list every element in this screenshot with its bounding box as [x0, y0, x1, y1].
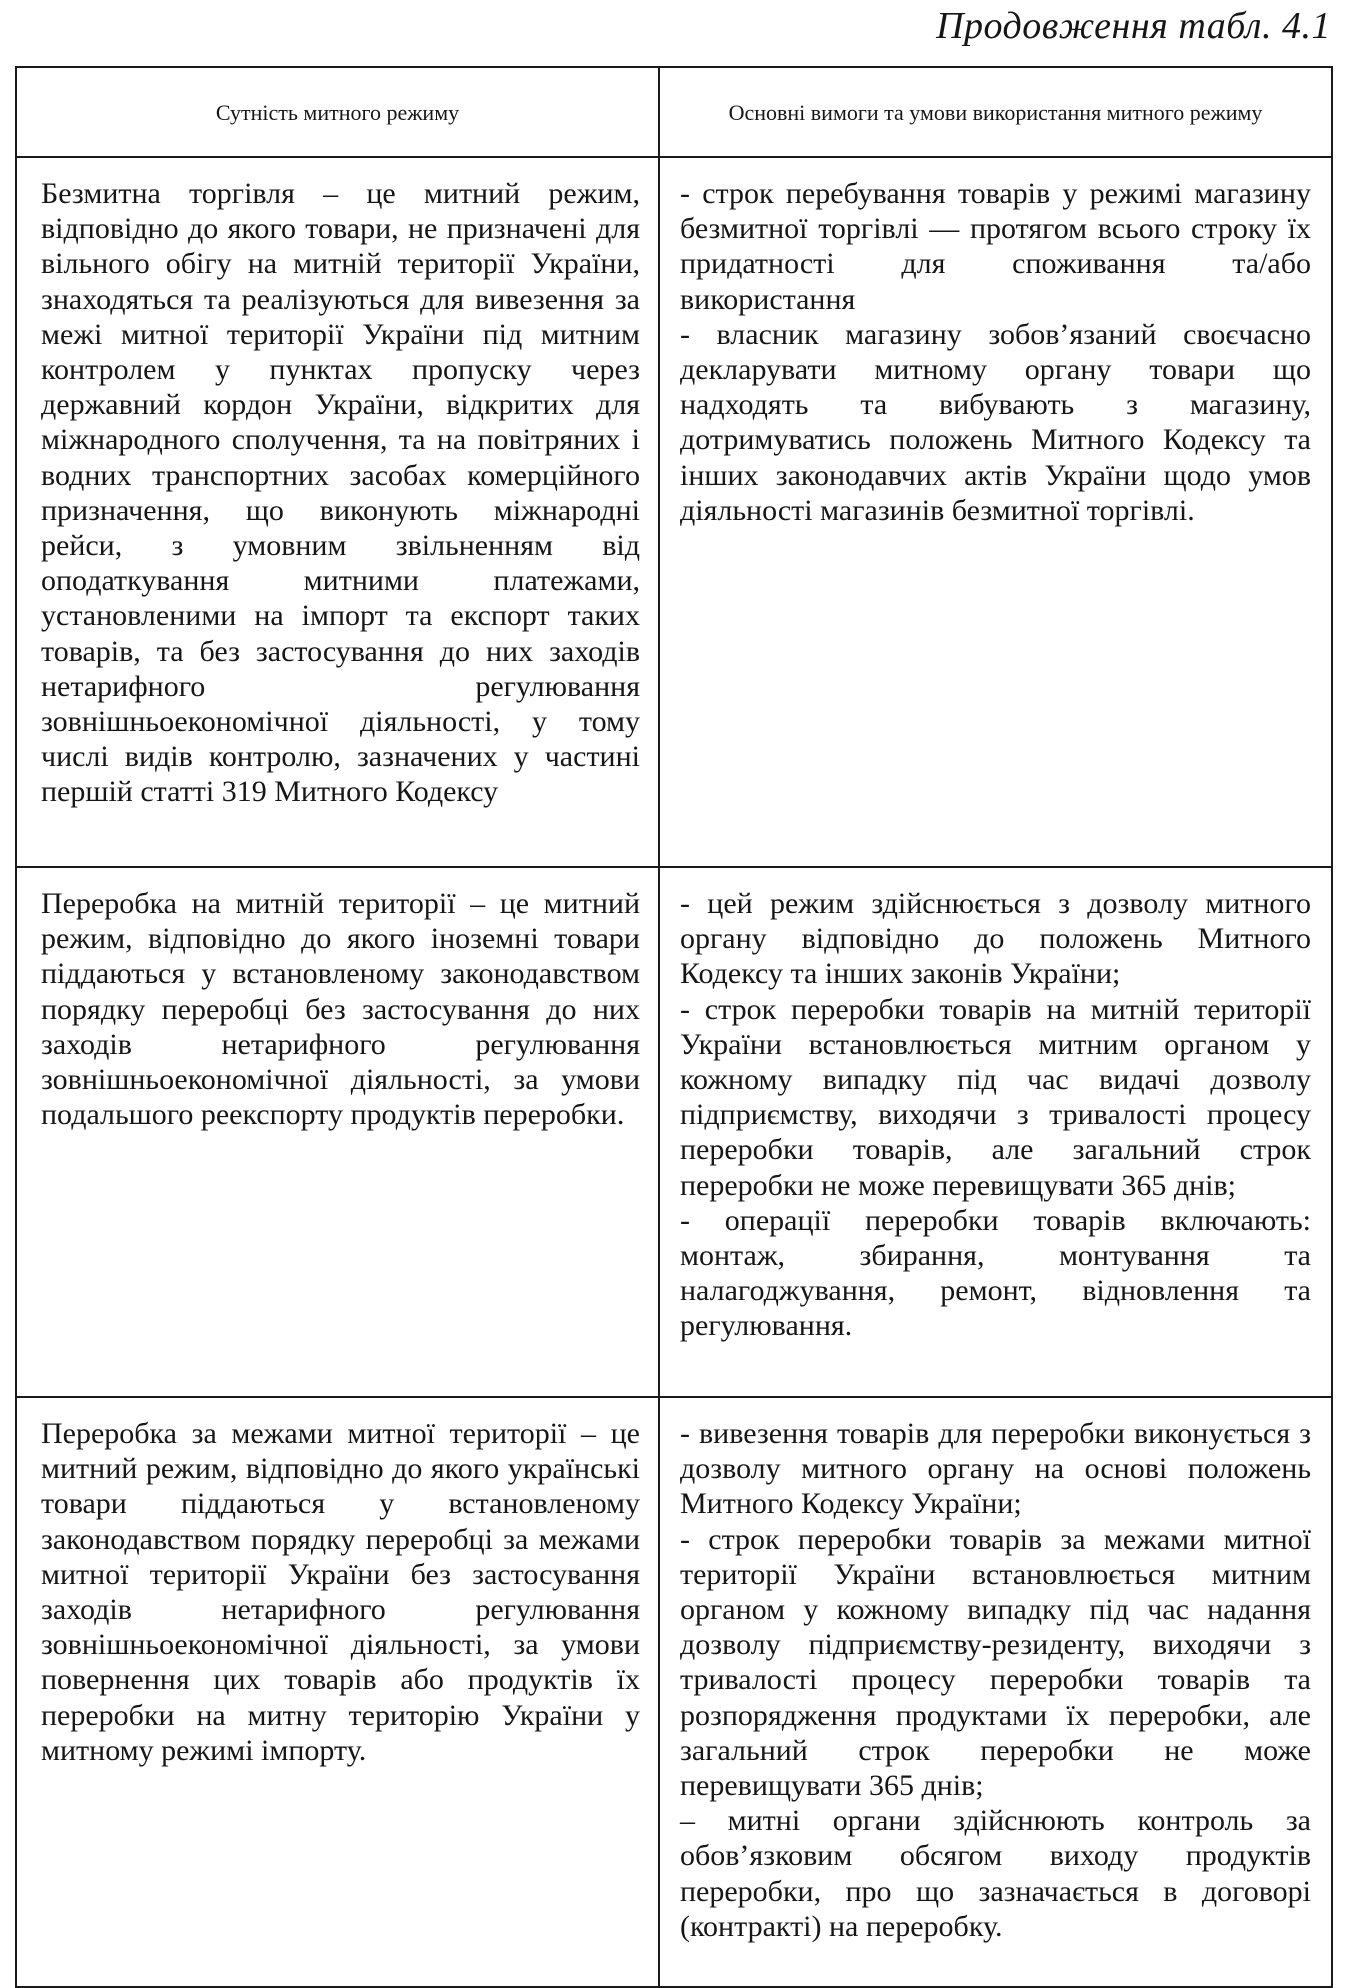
requirements-cell [659, 157, 1332, 867]
essence-cell: Переробка на митній території – це митний режим, відповідно до якого іноземні товари піддаються у встановленому законодавством порядку переробці без застосування до них заходів нетарифного регулювання зовнішньоекономічної діяльності, за умови подальшого реекспорту продуктів переробки. [16, 867, 659, 1397]
requirement-item: – митні органи здійснюють контроль за обов’язковим обсягом виходу продуктів переробки, про що зазначається в договорі (контракті) на переробку. [680, 1804, 1311, 1943]
requirement-item: - власник магазину зобов’язаний своєчасно декларувати митному органу товари що надходять та вибувають з магазину, дотримуватись положень Митного Кодексу та інших законодавчих актів України щодо умов діяльності магазинів безмитної торгівлі. [680, 317, 1311, 527]
requirement-item: - вивезення товарів для переробки виконується з дозволу митного органу на основі положень Митного Кодексу України; [680, 1417, 1311, 1521]
requirement-item: - строк переробки товарів на митній території України встановлюється митним органом у кожному випадку під час видачі дозволу підприємству, виходячи з тривалості процесу переробки товарів, але загальний строк переробки не може перевищувати 365 днів; [680, 992, 1311, 1202]
table-row-duty-free [16, 157, 1332, 867]
requirements-cell [659, 867, 1332, 1397]
requirement-item: - строк перебування товарів у режимі магазину безмитної торгівлі — протягом всього строку їх придатності для споживання та/або використання [680, 177, 1311, 316]
header-essence: Сутність митного режиму [16, 67, 659, 157]
requirement-item: - цей режим здійснюється з дозволу митного органу відповідно до положень Митного Кодексу та інших законів України; [680, 887, 1311, 991]
table-row-inward-processing [16, 867, 1332, 1397]
requirement-item: - строк переробки товарів за межами митної території України встановлюється митним органом у кожному випадку під час надання дозволу підприємству-резиденту, виходячи з тривалості процесу переробки товарів та розпорядження продуктами їх переробки, але загальний строк переробки не може перевищувати 365 днів; [680, 1522, 1311, 1803]
essence-cell: Переробка за межами митної території – це митний режим, відповідно до якого українські товари піддаються у встановленому законодавством порядку переробці за межами митної території України без застосування заходів нетарифного регулювання зовнішньоекономічної діяльності, за умови повернення цих товарів або продуктів їх переробки на митну територію України у митному режимі імпорту. [16, 1397, 659, 1987]
requirements-cell [659, 1397, 1332, 1987]
table-caption: Продовження табл. 4.1 [936, 5, 1331, 47]
requirement-item: - операції переробки товарів включають: монтаж, збирання, монтування та налагоджування, ремонт, відновлення та регулювання. [680, 1203, 1311, 1343]
header-requirements: Основні вимоги та умови використання митного режиму [659, 67, 1332, 157]
essence-cell: Безмитна торгівля – це митний режим, відповідно до якого товари, не призначені для вільного обігу на митній території України, знаходяться та реалізуються для вивезення за межі митної території України під митним контролем у пунктах пропуску через державний кордон України, відкритих для міжнародного сполучення, та на повітряних і водних транспортних засобах комерційного призначення, що виконують міжнародні рейси, з умовним звільненням від оподаткування митними платежами, установленими на імпорт та експорт таких товарів, та без застосування до них заходів нетарифного регулювання зовнішньоекономічної діяльності, у тому числі видів контролю, зазначених у частині першій статті 319 Митного Кодексу [16, 157, 659, 867]
table-header-row [16, 67, 1332, 157]
customs-regimes-table [15, 66, 1333, 1988]
table-row-outward-processing [16, 1397, 1332, 1987]
